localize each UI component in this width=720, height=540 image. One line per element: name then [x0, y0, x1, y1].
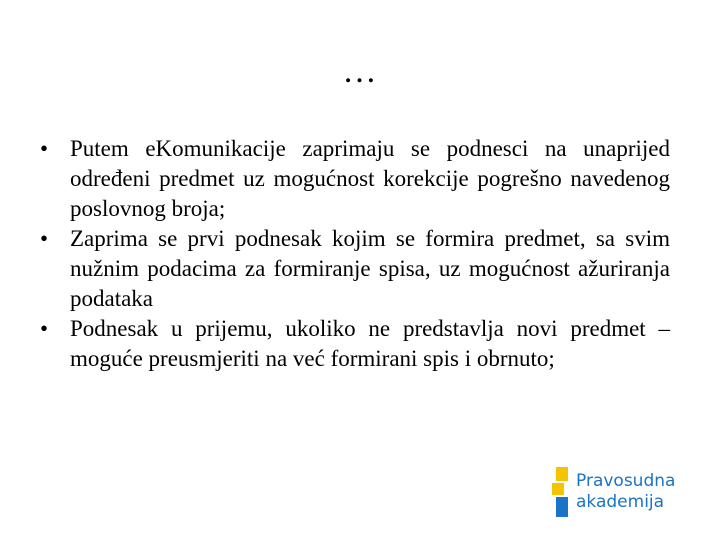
bullet-marker: • [40, 136, 49, 161]
bullet-item-2 [40, 224, 670, 314]
bullet-text: Podnesak u prijemu, ukoliko ne predstavlja novi predmet – moguće preusmjeriti na već formirani spis i obrnuto; [70, 316, 670, 371]
bullet-list [40, 134, 670, 374]
bullet-marker: • [40, 226, 49, 251]
bullet-marker: • [40, 316, 49, 341]
bullet-text: Putem eKomunikacije zaprimaju se podnesci na unaprijed određeni predmet uz mogućnost korekcije pogrešno navedenog poslovnog broja; [70, 136, 670, 221]
pravosudna-akademija-logo [552, 465, 682, 521]
logo-line-2: akademija [576, 492, 665, 512]
logo-text [576, 471, 675, 513]
logo-line-1: Pravosudna [576, 471, 676, 491]
bullet-item-3 [40, 314, 670, 374]
bullet-text: Zaprima se prvi podnesak kojim se formira predmet, sa svim nužnim podacima za formiranje spisa, uz mogućnost ažuriranja podataka [70, 226, 670, 311]
bullet-item-1 [40, 134, 670, 224]
logo-mark-icon [552, 465, 572, 521]
slide-title: … [342, 53, 378, 90]
